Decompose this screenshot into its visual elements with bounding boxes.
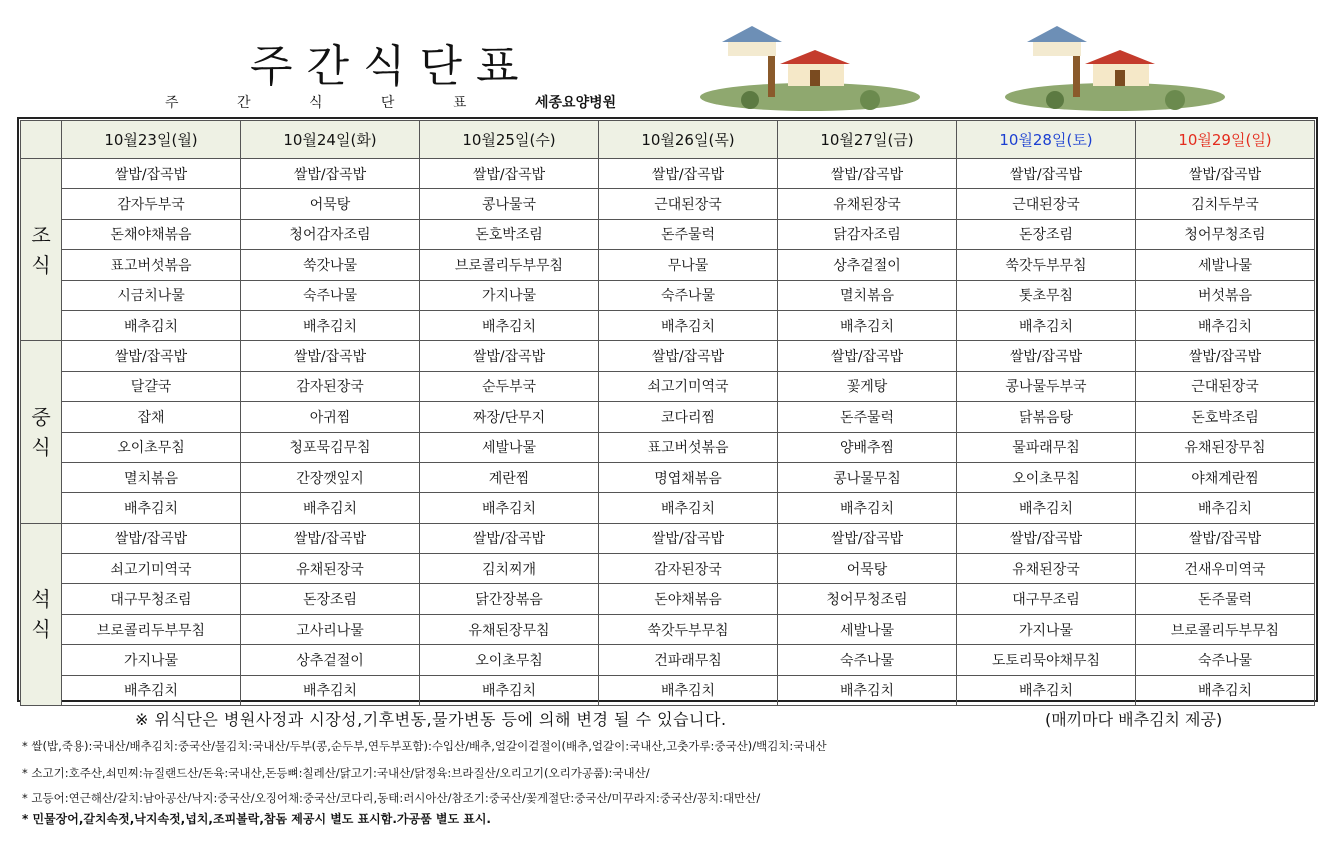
menu-item: 숙주나물 bbox=[778, 645, 957, 675]
day-header: 10월29일(일) bbox=[1136, 121, 1315, 159]
menu-item: 세발나물 bbox=[778, 614, 957, 644]
menu-item: 유채된장무침 bbox=[1136, 432, 1315, 462]
menu-item: 쌀밥/잡곡밥 bbox=[778, 159, 957, 189]
menu-item: 고사리나물 bbox=[241, 614, 420, 644]
menu-item: 배추김치 bbox=[957, 675, 1136, 705]
menu-item: 배추김치 bbox=[420, 493, 599, 523]
meal-label: 조 식 bbox=[21, 159, 62, 341]
menu-item: 배추김치 bbox=[62, 310, 241, 340]
menu-item: 쌀밥/잡곡밥 bbox=[1136, 341, 1315, 371]
menu-item: 돈주물럭 bbox=[1136, 584, 1315, 614]
menu-item: 배추김치 bbox=[420, 310, 599, 340]
menu-item: 배추김치 bbox=[241, 675, 420, 705]
corner-cell bbox=[21, 121, 62, 159]
menu-item: 오이초무침 bbox=[957, 462, 1136, 492]
menu-item: 돈호박조림 bbox=[420, 219, 599, 249]
menu-item: 아귀찜 bbox=[241, 402, 420, 432]
menu-item: 짜장/단무지 bbox=[420, 402, 599, 432]
meal-label: 석 식 bbox=[21, 523, 62, 705]
table-row bbox=[21, 432, 1315, 462]
table-row bbox=[21, 250, 1315, 280]
menu-item: 명엽채볶음 bbox=[599, 462, 778, 492]
table-row bbox=[21, 310, 1315, 340]
menu-item: 배추김치 bbox=[957, 493, 1136, 523]
menu-item: 쑥갓나물 bbox=[241, 250, 420, 280]
menu-item: 쌀밥/잡곡밥 bbox=[1136, 159, 1315, 189]
menu-item: 가지나물 bbox=[957, 614, 1136, 644]
menu-item: 톳초무침 bbox=[957, 280, 1136, 310]
menu-item: 배추김치 bbox=[62, 675, 241, 705]
day-header: 10월24일(화) bbox=[241, 121, 420, 159]
menu-item: 감자된장국 bbox=[241, 371, 420, 401]
day-header: 10월27일(금) bbox=[778, 121, 957, 159]
day-header: 10월25일(수) bbox=[420, 121, 599, 159]
table-row bbox=[21, 341, 1315, 371]
menu-item: 쇠고기미역국 bbox=[62, 554, 241, 584]
menu-item: 청어무청조림 bbox=[778, 584, 957, 614]
menu-item: 브로콜리두부무침 bbox=[1136, 614, 1315, 644]
menu-item: 상추겉절이 bbox=[778, 250, 957, 280]
table-row bbox=[21, 584, 1315, 614]
menu-item: 브로콜리두부무침 bbox=[62, 614, 241, 644]
menu-item: 잡채 bbox=[62, 402, 241, 432]
menu-item: 배추김치 bbox=[778, 493, 957, 523]
table-row bbox=[21, 675, 1315, 705]
menu-item: 감자된장국 bbox=[599, 554, 778, 584]
table-row bbox=[21, 493, 1315, 523]
menu-item: 닭간장볶음 bbox=[420, 584, 599, 614]
menu-item: 양배추찜 bbox=[778, 432, 957, 462]
menu-item: 돈야채볶음 bbox=[599, 584, 778, 614]
menu-item: 쌀밥/잡곡밥 bbox=[957, 159, 1136, 189]
menu-item: 야채계란찜 bbox=[1136, 462, 1315, 492]
menu-item: 쌀밥/잡곡밥 bbox=[599, 341, 778, 371]
menu-item: 오이초무침 bbox=[420, 645, 599, 675]
menu-item: 배추김치 bbox=[1136, 675, 1315, 705]
menu-item: 쌀밥/잡곡밥 bbox=[62, 523, 241, 553]
menu-item: 순두부국 bbox=[420, 371, 599, 401]
menu-item: 쇠고기미역국 bbox=[599, 371, 778, 401]
menu-item: 유채된장국 bbox=[241, 554, 420, 584]
menu-item: 배추김치 bbox=[420, 675, 599, 705]
menu-item: 건파래무침 bbox=[599, 645, 778, 675]
house-mail-icon bbox=[690, 22, 935, 112]
menu-item: 돈호박조림 bbox=[1136, 402, 1315, 432]
menu-item: 유채된장무침 bbox=[420, 614, 599, 644]
menu-table-frame bbox=[17, 117, 1318, 702]
menu-item: 쌀밥/잡곡밥 bbox=[1136, 523, 1315, 553]
menu-item: 김치찌개 bbox=[420, 554, 599, 584]
menu-item: 브로콜리두부무침 bbox=[420, 250, 599, 280]
menu-item: 쌀밥/잡곡밥 bbox=[420, 341, 599, 371]
table-row bbox=[21, 554, 1315, 584]
menu-item: 가지나물 bbox=[420, 280, 599, 310]
day-header: 10월23일(월) bbox=[62, 121, 241, 159]
menu-item: 건새우미역국 bbox=[1136, 554, 1315, 584]
menu-item: 표고버섯볶음 bbox=[599, 432, 778, 462]
table-row bbox=[21, 189, 1315, 219]
table-row bbox=[21, 280, 1315, 310]
menu-item: 콩나물국 bbox=[420, 189, 599, 219]
menu-item: 달걀국 bbox=[62, 371, 241, 401]
menu-item: 쌀밥/잡곡밥 bbox=[420, 159, 599, 189]
menu-item: 어묵탕 bbox=[241, 189, 420, 219]
menu-item: 쌀밥/잡곡밥 bbox=[62, 159, 241, 189]
menu-item: 돈주물럭 bbox=[599, 219, 778, 249]
meal-label: 중 식 bbox=[21, 341, 62, 523]
menu-item: 쌀밥/잡곡밥 bbox=[957, 523, 1136, 553]
menu-item: 멸치볶음 bbox=[62, 462, 241, 492]
menu-table bbox=[20, 120, 1315, 706]
menu-item: 숙주나물 bbox=[1136, 645, 1315, 675]
menu-item: 어묵탕 bbox=[778, 554, 957, 584]
menu-item: 쑥갓두부무침 bbox=[599, 614, 778, 644]
menu-item: 배추김치 bbox=[778, 310, 957, 340]
menu-item: 쌀밥/잡곡밥 bbox=[420, 523, 599, 553]
table-row bbox=[21, 645, 1315, 675]
menu-item: 배추김치 bbox=[599, 310, 778, 340]
change-notice: ※ 위식단은 병원사정과 시장성,기후변동,물가변동 등에 의해 변경 될 수 있습니다. bbox=[135, 710, 727, 729]
menu-item: 콩나물두부국 bbox=[957, 371, 1136, 401]
menu-item: 닭감자조림 bbox=[778, 219, 957, 249]
menu-item: 쌀밥/잡곡밥 bbox=[778, 523, 957, 553]
menu-item: 코다리찜 bbox=[599, 402, 778, 432]
house-mail-icon bbox=[995, 22, 1240, 112]
table-row bbox=[21, 219, 1315, 249]
menu-item: 유채된장국 bbox=[957, 554, 1136, 584]
menu-item: 시금치나물 bbox=[62, 280, 241, 310]
table-row bbox=[21, 614, 1315, 644]
menu-item: 근대된장국 bbox=[957, 189, 1136, 219]
table-row bbox=[21, 462, 1315, 492]
menu-item: 쌀밥/잡곡밥 bbox=[241, 341, 420, 371]
menu-item: 배추김치 bbox=[599, 493, 778, 523]
menu-item: 무나물 bbox=[599, 250, 778, 280]
menu-item: 계란찜 bbox=[420, 462, 599, 492]
origin-line: * 민물장어,갈치속젓,낙지속젓,넙치,조피볼락,참돔 제공시 별도 표시함.가공품 별도 표시. bbox=[22, 812, 491, 826]
menu-item: 상추겉절이 bbox=[241, 645, 420, 675]
menu-item: 배추김치 bbox=[1136, 310, 1315, 340]
hospital-name: 세종요양병원 bbox=[535, 95, 617, 111]
menu-item: 근대된장국 bbox=[1136, 371, 1315, 401]
menu-item: 배추김치 bbox=[62, 493, 241, 523]
menu-item: 표고버섯볶음 bbox=[62, 250, 241, 280]
menu-item: 배추김치 bbox=[241, 493, 420, 523]
menu-item: 배추김치 bbox=[778, 675, 957, 705]
menu-item: 돈채야채볶음 bbox=[62, 219, 241, 249]
menu-item: 쌀밥/잡곡밥 bbox=[778, 341, 957, 371]
menu-item: 돈장조림 bbox=[241, 584, 420, 614]
menu-item: 쌀밥/잡곡밥 bbox=[62, 341, 241, 371]
menu-item: 배추김치 bbox=[957, 310, 1136, 340]
table-row bbox=[21, 402, 1315, 432]
menu-item: 도토리묵야채무침 bbox=[957, 645, 1136, 675]
menu-item: 쌀밥/잡곡밥 bbox=[241, 159, 420, 189]
menu-item: 배추김치 bbox=[599, 675, 778, 705]
menu-item: 콩나물무침 bbox=[778, 462, 957, 492]
menu-item: 세발나물 bbox=[1136, 250, 1315, 280]
menu-item: 돈주물럭 bbox=[778, 402, 957, 432]
kimchi-note: (매끼마다 배추김치 제공) bbox=[1045, 710, 1223, 729]
menu-item: 꽃게탕 bbox=[778, 371, 957, 401]
table-row bbox=[21, 159, 1315, 189]
menu-item: 숙주나물 bbox=[599, 280, 778, 310]
origin-line: * 고등어:연근해산/갈치:남아공산/낙지:중국산/오징어채:중국산/코다리,동태:러시아산/참조기:중국산/꽃게절단:중국산/미꾸라지:중국산/꽁치:대만산/ bbox=[22, 791, 761, 805]
table-row bbox=[21, 523, 1315, 553]
menu-item: 숙주나물 bbox=[241, 280, 420, 310]
menu-item: 버섯볶음 bbox=[1136, 280, 1315, 310]
menu-item: 가지나물 bbox=[62, 645, 241, 675]
menu-item: 세발나물 bbox=[420, 432, 599, 462]
menu-item: 대구무조림 bbox=[957, 584, 1136, 614]
menu-item: 쑥갓두부무침 bbox=[957, 250, 1136, 280]
menu-item: 쌀밥/잡곡밥 bbox=[241, 523, 420, 553]
menu-item: 돈장조림 bbox=[957, 219, 1136, 249]
menu-item: 근대된장국 bbox=[599, 189, 778, 219]
menu-item: 유채된장국 bbox=[778, 189, 957, 219]
menu-item: 감자두부국 bbox=[62, 189, 241, 219]
menu-item: 닭볶음탕 bbox=[957, 402, 1136, 432]
menu-item: 대구무청조림 bbox=[62, 584, 241, 614]
menu-item: 쌀밥/잡곡밥 bbox=[599, 523, 778, 553]
day-header: 10월28일(토) bbox=[957, 121, 1136, 159]
menu-item: 청어무청조림 bbox=[1136, 219, 1315, 249]
menu-item: 쌀밥/잡곡밥 bbox=[599, 159, 778, 189]
menu-item: 배추김치 bbox=[1136, 493, 1315, 523]
origin-line: * 소고기:호주산,쇠민찌:뉴질랜드산/돈육:국내산,돈등뼈:칠레산/닭고기:국내산/닭정육:브라질산/오리고기(오리가공품):국내산/ bbox=[22, 766, 650, 780]
day-header: 10월26일(목) bbox=[599, 121, 778, 159]
page-subtitle: 주 간 식 단 표 bbox=[165, 95, 467, 111]
menu-item: 간장깻잎지 bbox=[241, 462, 420, 492]
menu-item: 쌀밥/잡곡밥 bbox=[957, 341, 1136, 371]
table-row bbox=[21, 371, 1315, 401]
menu-item: 청포묵김무침 bbox=[241, 432, 420, 462]
menu-item: 물파래무침 bbox=[957, 432, 1136, 462]
menu-item: 오이초무침 bbox=[62, 432, 241, 462]
origin-line: * 쌀(밥,죽용):국내산/배추김치:중국산/물김치:국내산/두부(콩,순두부,연두부포함):수입산/배추,얼갈이겉절이(배추,얼갈이:국내산,고춧가루:중국산)/백김치:국내산 bbox=[22, 739, 827, 753]
menu-item: 김치두부국 bbox=[1136, 189, 1315, 219]
menu-item: 멸치볶음 bbox=[778, 280, 957, 310]
menu-item: 배추김치 bbox=[241, 310, 420, 340]
page-title: 주간식단표 bbox=[250, 41, 533, 92]
menu-item: 청어감자조림 bbox=[241, 219, 420, 249]
